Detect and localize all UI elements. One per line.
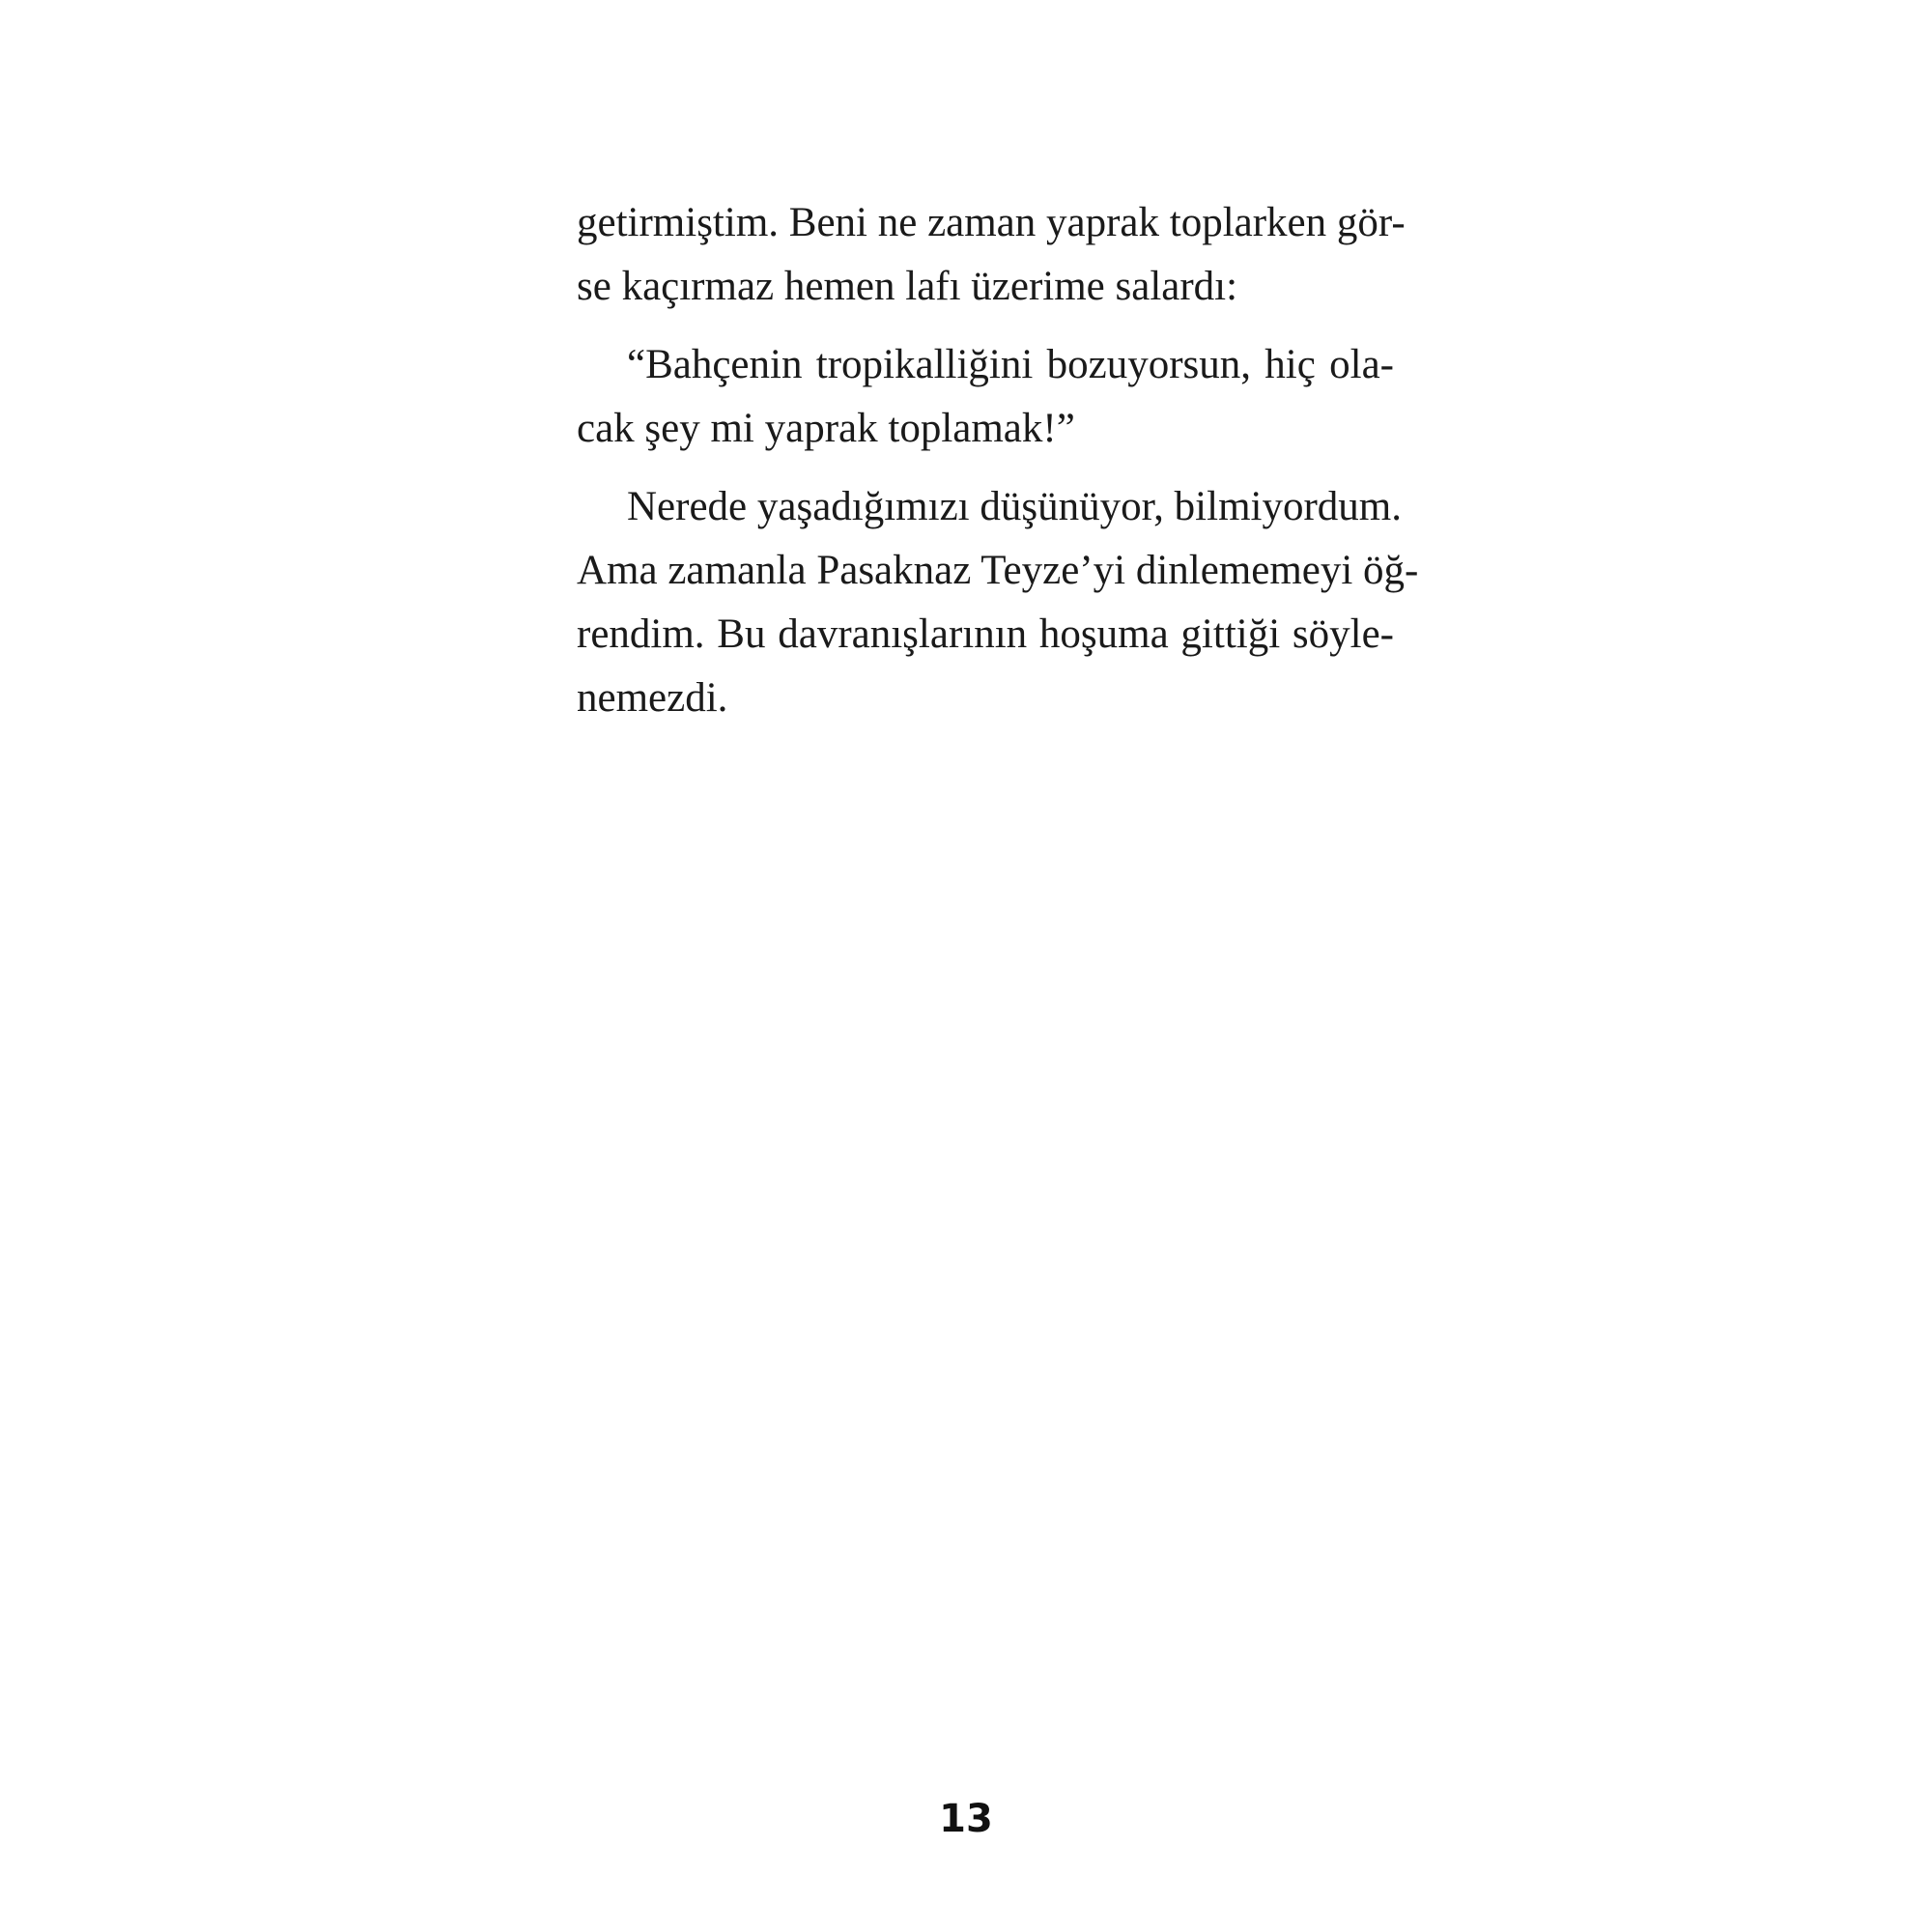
text-line: cak şey mi yaprak toplamak!”: [577, 406, 1075, 451]
body-text: [577, 191, 1419, 745]
paragraph-2: [577, 333, 1394, 461]
text-line: nemezdi.: [577, 675, 728, 721]
paragraph-3: [577, 475, 1419, 730]
text-line: rendim. Bu davranışlarının hoşuma gittiği söyle-: [577, 611, 1394, 657]
page-number: 13: [939, 1797, 993, 1841]
text-line: “Bahçenin tropikalliğini bozuyorsun, hiç ola-: [627, 342, 1394, 387]
paragraph-1: [577, 191, 1406, 319]
text-line: Nerede yaşadığımızı düşünüyor, bilmiyordum.: [627, 484, 1402, 529]
text-line: getirmiştim. Beni ne zaman yaprak toplarken gör-: [577, 200, 1406, 245]
text-line: se kaçırmaz hemen lafı üzerime salardı:: [577, 264, 1238, 309]
text-line: Ama zamanla Pasaknaz Teyze’yi dinlememeyi öğ-: [577, 548, 1419, 593]
